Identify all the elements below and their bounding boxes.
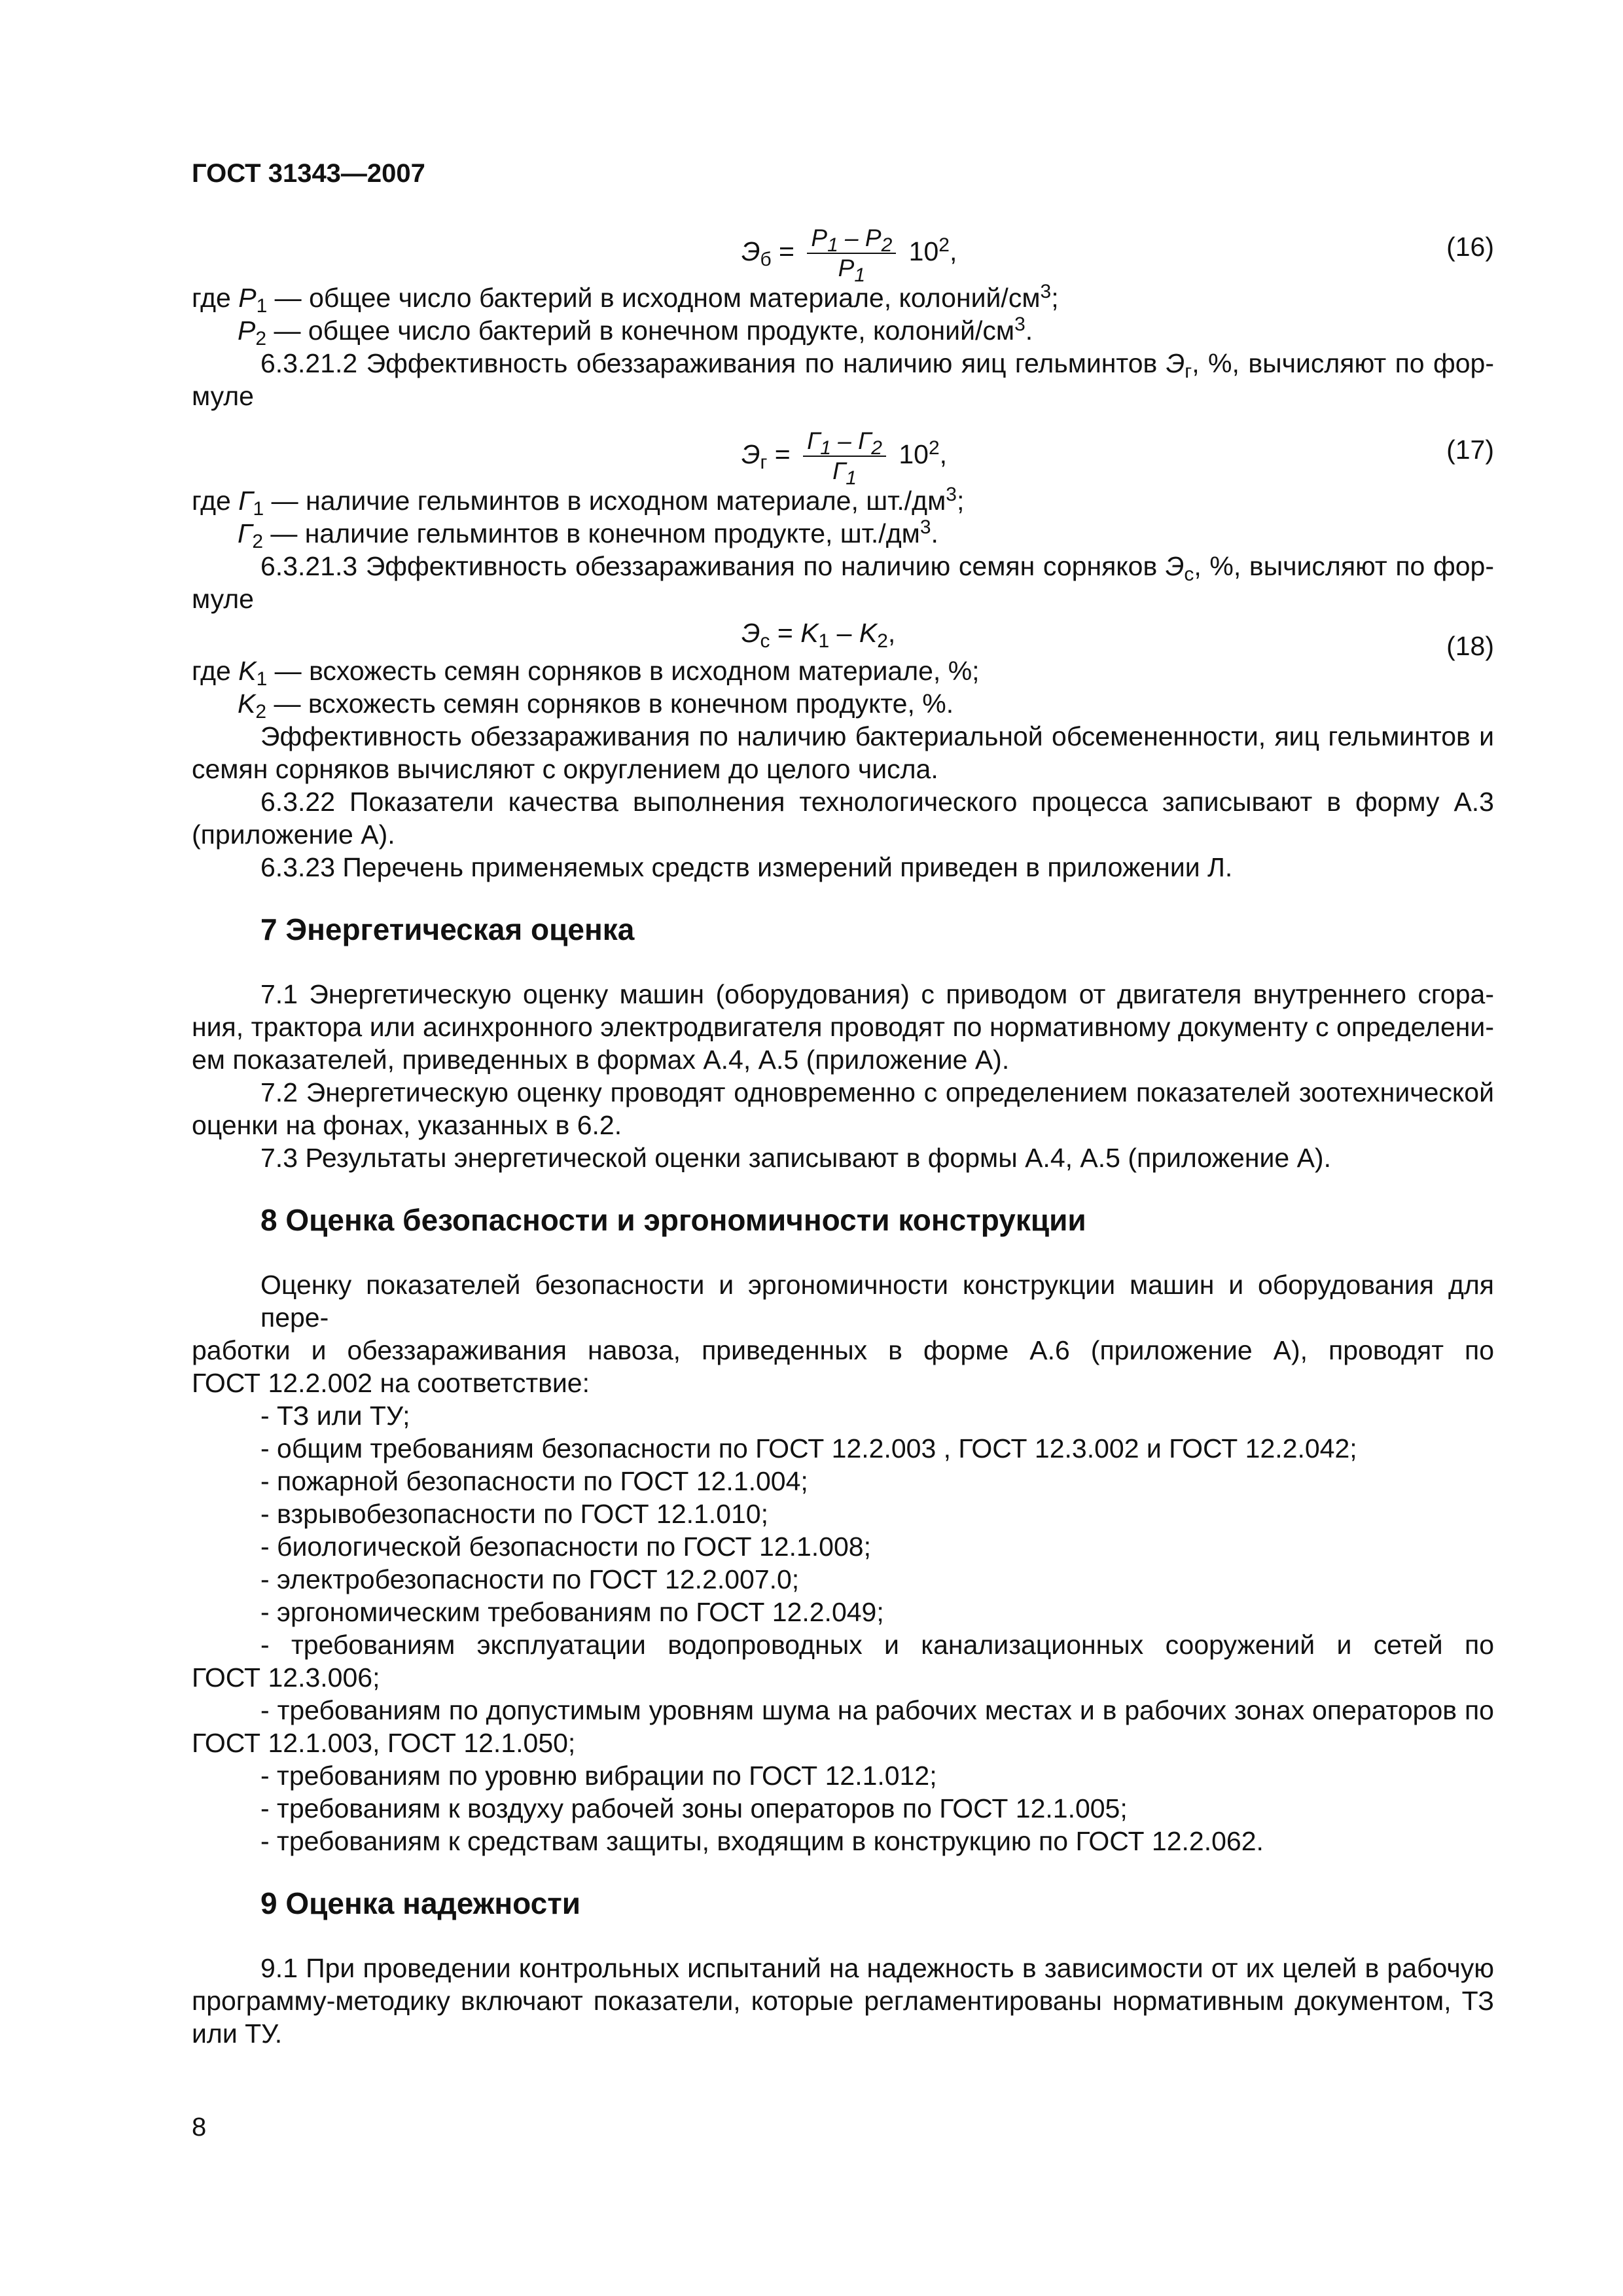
formula-16-fraction bbox=[807, 224, 896, 286]
legend-var: K bbox=[238, 656, 257, 686]
formula-18-end: , bbox=[887, 618, 896, 648]
formula-17-fraction bbox=[803, 427, 886, 489]
f17-num-a-sub: 1 bbox=[820, 437, 831, 459]
legend-sup: 3 bbox=[1014, 314, 1026, 335]
legend-18-p2 bbox=[192, 687, 1494, 723]
page-number: 8 bbox=[192, 2113, 207, 2142]
para-var-sub: с bbox=[1184, 564, 1194, 585]
para-7-2-line1: 7.2 Энергетическую оценку проводят одновременно с определением показателей зоотехнической bbox=[260, 1077, 1494, 1107]
legend-var: P bbox=[238, 315, 256, 346]
legend-var: Г bbox=[238, 486, 253, 516]
formula-18-eq: = bbox=[770, 618, 801, 648]
formula-17-lhs-sub: г bbox=[760, 451, 768, 473]
legend-pre: где bbox=[192, 656, 239, 686]
list-item: - требованиям к средствам защиты, входящим в конструкцию по ГОСТ 12.2.062. bbox=[260, 1826, 1264, 1856]
legend-18-p1 bbox=[192, 655, 1494, 690]
para-8-line1: Оценку показателей безопасности и эргономичности конструкции машин и оборудования для пере- bbox=[260, 1270, 1494, 1333]
para-6-3-21-2-line1 bbox=[192, 347, 1494, 380]
para-7-3: 7.3 Результаты энергетической оценки записывают в формы А.4, А.5 (приложение А). bbox=[260, 1143, 1331, 1173]
legend-sup: 3 bbox=[1040, 281, 1052, 302]
para-9-1-line3: или ТУ. bbox=[192, 2018, 283, 2049]
formula-18-number: (18) bbox=[1446, 631, 1494, 661]
f16-minus: – bbox=[838, 224, 865, 251]
legend-end: ; bbox=[956, 486, 965, 516]
legend-var-sub: 1 bbox=[256, 295, 268, 317]
f17-num-b-sub: 2 bbox=[871, 437, 882, 459]
para-efficiency-line2: семян сорняков вычисляют с округлением до целого числа. bbox=[192, 754, 938, 784]
formula-18-minus: – bbox=[829, 618, 859, 648]
formula-18-body bbox=[741, 617, 896, 652]
section-7-heading: 7 Энергетическая оценка bbox=[260, 912, 635, 946]
f16-tail-sup: 2 bbox=[938, 234, 950, 256]
para-7-1-line1: 7.1 Энергетическую оценку машин (оборудования) с приводом от двигателя внутреннего сгора- bbox=[260, 979, 1494, 1009]
formula-17-denominator bbox=[803, 457, 886, 489]
para-6-3-22-line2: (приложение А). bbox=[192, 819, 395, 850]
f17-tail: 10 bbox=[899, 439, 929, 469]
list-item-water-line1: - требованиям эксплуатации водопроводных и канализационных сооружений и сетей по bbox=[260, 1630, 1494, 1660]
para-6-3-21-2-line2: муле bbox=[192, 381, 254, 411]
f17-num-a: Г bbox=[807, 427, 821, 454]
f16-num-b-sub: 2 bbox=[881, 234, 893, 256]
para-7-1-line2: ния, трактора или асинхронного электродвигателя проводят по нормативному документу с определени- bbox=[192, 1012, 1494, 1042]
para-var-sub: г bbox=[1185, 361, 1192, 382]
para-6-3-21-3-line1 bbox=[192, 550, 1494, 583]
f16-tail: 10 bbox=[908, 236, 939, 266]
legend-pre: где bbox=[192, 283, 239, 313]
formula-18-a-sub: 1 bbox=[818, 630, 830, 652]
document-page bbox=[192, 157, 1494, 2050]
list-item: - общим требованиям безопасности по ГОСТ 12.2.003 , ГОСТ 12.3.002 и ГОСТ 12.2.042; bbox=[260, 1433, 1357, 1463]
legend-sup: 3 bbox=[919, 516, 931, 538]
legend-var: K bbox=[238, 689, 256, 719]
legend-var-sub: 1 bbox=[253, 498, 264, 520]
legend-var-sub: 2 bbox=[255, 701, 267, 723]
legend-text: — наличие гельминтов в исходном материале, шт./дм bbox=[264, 486, 946, 516]
f17-num-b: Г bbox=[858, 427, 872, 454]
formula-17-lhs: Э bbox=[741, 439, 760, 469]
f17-minus: – bbox=[830, 427, 859, 454]
para-text-end: , %, вычисляют по фор- bbox=[1194, 551, 1494, 581]
list-item: - требованиям по уровню вибрации по ГОСТ 12.1.012; bbox=[260, 1761, 937, 1791]
f17-tail-sup: 2 bbox=[928, 437, 940, 459]
f17-den-sub: 1 bbox=[846, 467, 857, 489]
list-item-water-line2: ГОСТ 12.3.006; bbox=[192, 1662, 380, 1693]
legend-pre: где bbox=[192, 486, 239, 516]
legend-17-p1 bbox=[192, 484, 1494, 520]
legend-text: — общее число бактерий в исходном материале, колоний/см bbox=[267, 283, 1041, 313]
formula-16-number: (16) bbox=[1446, 232, 1494, 262]
legend-end: . bbox=[1025, 315, 1033, 346]
legend-text: — всхожесть семян сорняков в исходном материале, %; bbox=[267, 656, 980, 686]
formula-18-b-sub: 2 bbox=[877, 630, 888, 652]
para-var: Э bbox=[1165, 551, 1185, 581]
para-8-line3: ГОСТ 12.2.002 на соответствие: bbox=[192, 1368, 590, 1398]
legend-end: ; bbox=[1051, 283, 1059, 313]
para-var: Э bbox=[1166, 348, 1185, 378]
legend-text: — наличие гельминтов в конечном продукте, шт./дм bbox=[263, 518, 920, 548]
legend-16-p2 bbox=[192, 314, 1494, 350]
f17-tail-end: , bbox=[939, 439, 948, 469]
formula-18 bbox=[192, 615, 1494, 661]
f16-den: P bbox=[838, 255, 855, 281]
formula-16-lhs-sub: б bbox=[760, 248, 772, 270]
para-7-1-line3: ем показателей, приведенных в формах А.4, А.5 (приложение А). bbox=[192, 1045, 1010, 1075]
formula-17 bbox=[192, 412, 1494, 489]
formula-17-body: $Э_г$ = $\frac{Г_1 - Г_2}{Г_1}$ $10^2$, bbox=[741, 427, 948, 489]
legend-var-sub: 2 bbox=[255, 328, 267, 350]
para-efficiency-line1: Эффективность обеззараживания по наличию бактериальной обсемененности, яиц гельминтов и bbox=[260, 721, 1494, 751]
formula-16-lhs: Э bbox=[741, 236, 760, 266]
list-item: - электробезопасности по ГОСТ 12.2.007.0; bbox=[260, 1564, 800, 1594]
legend-var-sub: 2 bbox=[252, 531, 263, 552]
section-9-heading: 9 Оценка надежности bbox=[260, 1886, 580, 1920]
para-6-3-23: 6.3.23 Перечень применяемых средств измерений приведен в приложении Л. bbox=[260, 852, 1233, 882]
legend-var: Г bbox=[238, 518, 253, 548]
list-item-noise-line2: ГОСТ 12.1.003, ГОСТ 12.1.050; bbox=[192, 1728, 576, 1758]
legend-var-sub: 1 bbox=[256, 668, 268, 690]
legend-text: — общее число бактерий в конечном продукте, колоний/см bbox=[266, 315, 1015, 346]
list-item: - взрывобезопасности по ГОСТ 12.1.010; bbox=[260, 1499, 768, 1529]
formula-18-a: K bbox=[800, 618, 819, 648]
formula-18-lhs: Э bbox=[741, 618, 760, 648]
f16-num-a: P bbox=[811, 224, 828, 251]
document-header: ГОСТ 31343—2007 bbox=[192, 159, 425, 188]
formula-17-number: (17) bbox=[1446, 435, 1494, 465]
para-9-1-line1: 9.1 При проведении контрольных испытаний на надежность в зависимости от их целей в рабочую bbox=[260, 1953, 1494, 1983]
formula-16-body: $Э_б$ = $\frac{P_1 - P_2}{P_1}$ $10^2$, bbox=[741, 224, 957, 286]
list-item: - пожарной безопасности по ГОСТ 12.1.004; bbox=[260, 1466, 808, 1496]
f16-num-b: P bbox=[865, 224, 882, 251]
legend-17-p2 bbox=[192, 517, 1494, 550]
legend-text: — всхожесть семян сорняков в конечном продукте, %. bbox=[266, 689, 954, 719]
para-8-line2: работки и обеззараживания навоза, приведенных в форме А.6 (приложение А), проводят по bbox=[192, 1335, 1494, 1365]
f16-tail-end: , bbox=[949, 236, 957, 266]
formula-16 bbox=[192, 209, 1494, 286]
legend-sup: 3 bbox=[946, 484, 957, 505]
para-text: 6.3.21.2 Эффективность обеззараживания по наличию яиц гельминтов bbox=[260, 348, 1166, 378]
list-item: - ТЗ или ТУ; bbox=[260, 1401, 410, 1431]
legend-16-p1 bbox=[192, 281, 1494, 317]
para-9-1-line2: программу-методику включают показатели, которые регламентированы нормативным документом, ТЗ bbox=[192, 1986, 1494, 2016]
formula-18-b: K bbox=[859, 618, 878, 648]
formula-16-denominator bbox=[807, 254, 896, 286]
list-item-noise-line1: - требованиям по допустимым уровням шума на рабочих местах и в рабочих зонах операторов по bbox=[260, 1695, 1494, 1725]
legend-end: . bbox=[931, 518, 938, 548]
para-6-3-22-line1: 6.3.22 Показатели качества выполнения технологического процесса записывают в форму А.3 bbox=[260, 787, 1494, 817]
formula-16-numerator bbox=[807, 224, 896, 254]
formula-17-numerator bbox=[803, 427, 886, 457]
f17-den: Г bbox=[832, 457, 846, 484]
para-text: 6.3.21.3 Эффективность обеззараживания по наличию семян сорняков bbox=[260, 551, 1166, 581]
section-8-heading: 8 Оценка безопасности и эргономичности конструкции bbox=[260, 1203, 1086, 1237]
f16-num-a-sub: 1 bbox=[827, 234, 838, 256]
list-item: - эргономическим требованиям по ГОСТ 12.2.049; bbox=[260, 1597, 884, 1627]
legend-var: P bbox=[238, 283, 257, 313]
formula-18-lhs-sub: с bbox=[760, 630, 770, 652]
para-7-2-line2: оценки на фонах, указанных в 6.2. bbox=[192, 1110, 622, 1140]
list-item: - требованиям к воздуху рабочей зоны операторов по ГОСТ 12.1.005; bbox=[260, 1793, 1128, 1823]
f16-den-sub: 1 bbox=[854, 264, 865, 286]
para-text-end: , %, вычисляют по фор- bbox=[1192, 348, 1495, 378]
para-6-3-21-3-line2: муле bbox=[192, 584, 254, 614]
list-item: - биологической безопасности по ГОСТ 12.1.008; bbox=[260, 1532, 871, 1562]
